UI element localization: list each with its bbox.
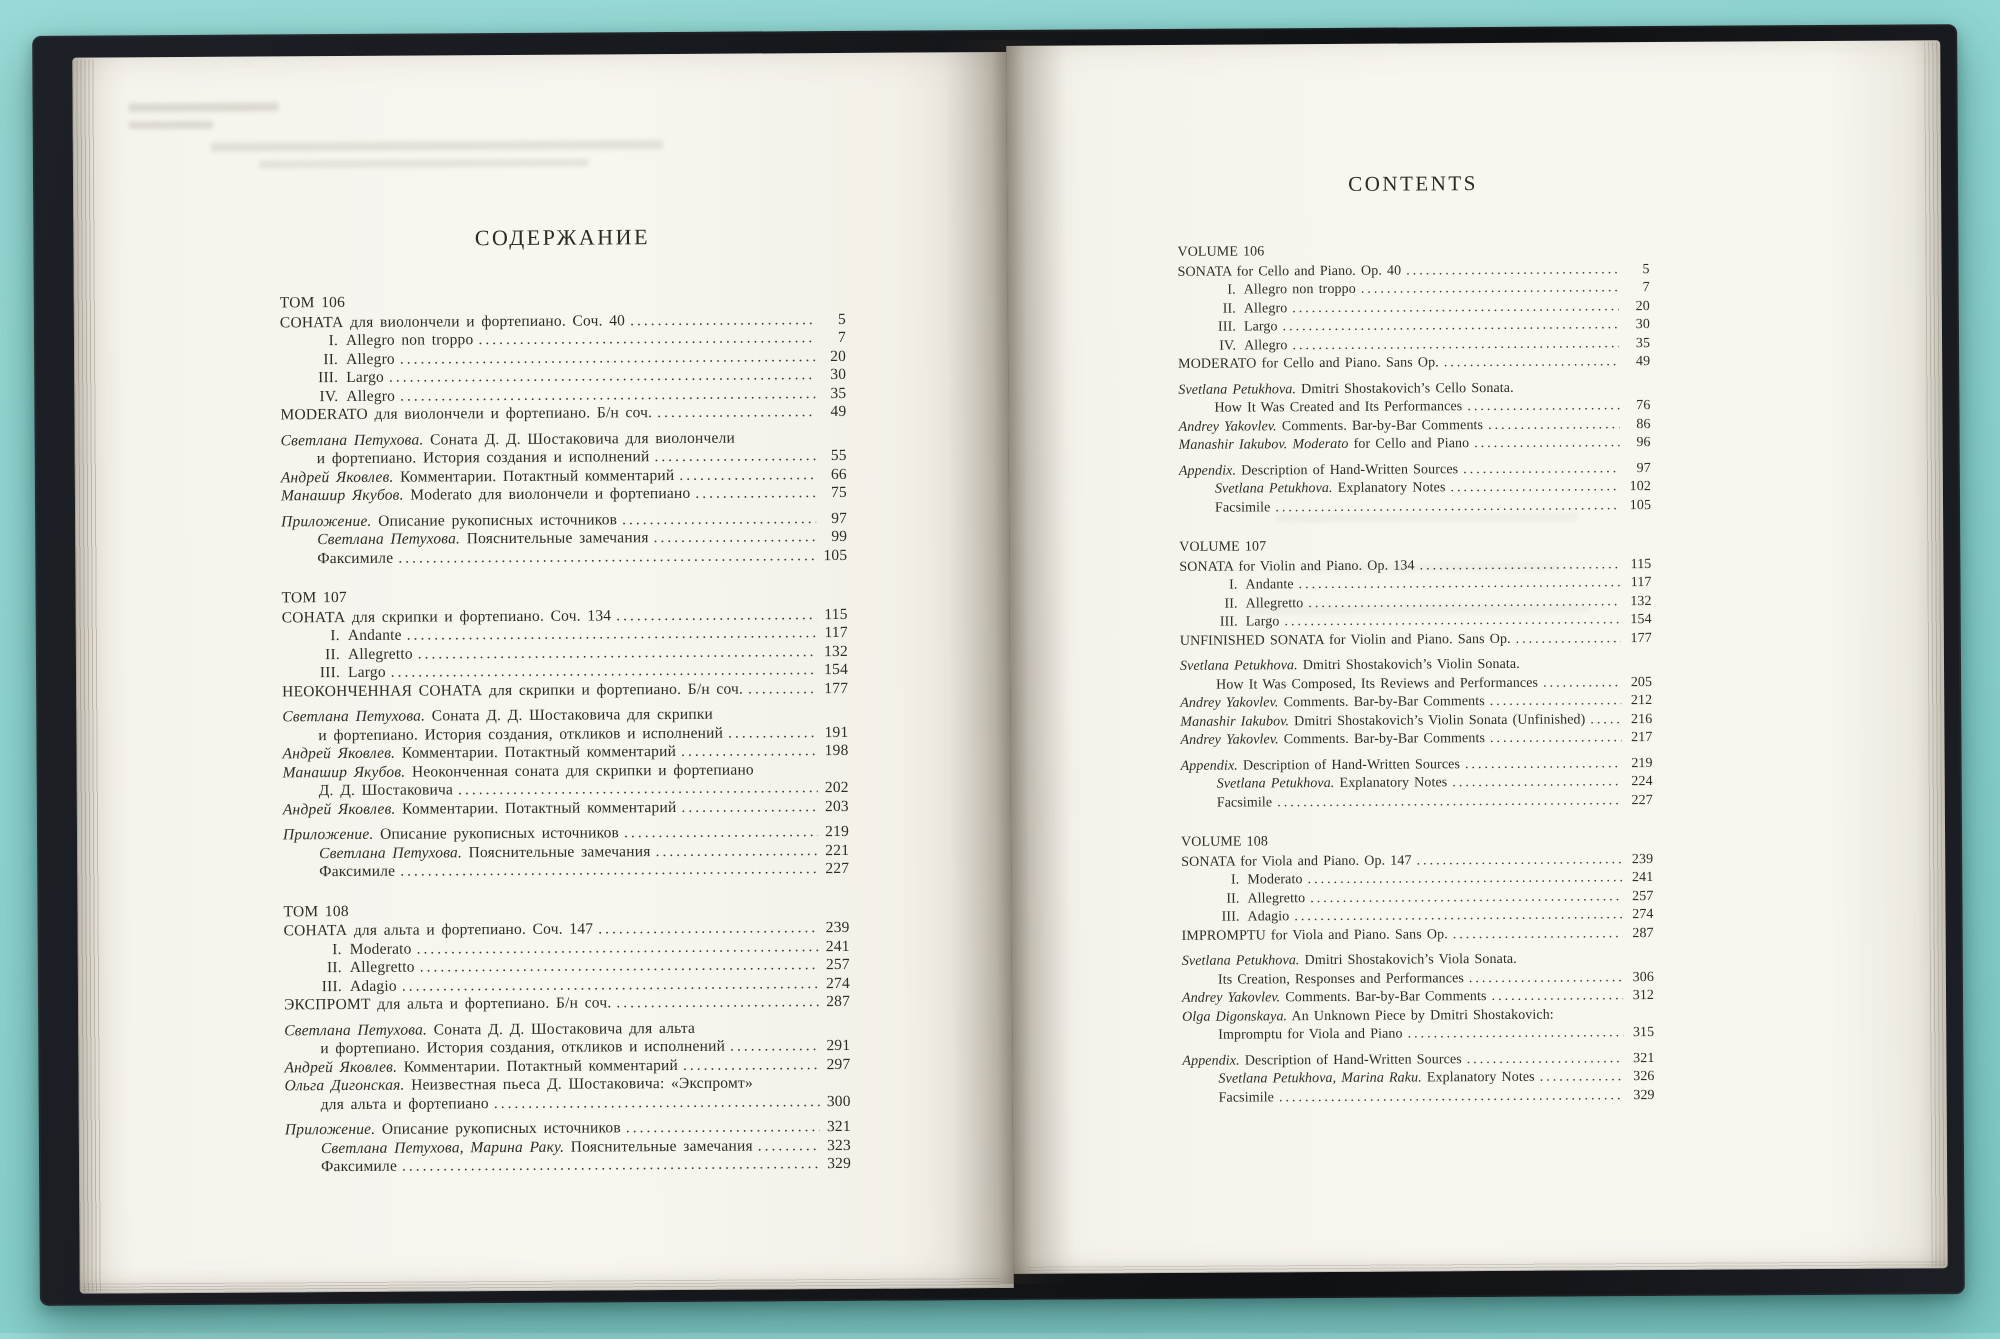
dot-leader	[1408, 1024, 1624, 1044]
toc-entry-text: Ольга Дигонская. Неизвестная пьеса Д. Шостаковича: «Экспромт»	[284, 1074, 753, 1095]
movement-numeral: III.	[321, 977, 342, 995]
toc-volume-heading	[282, 586, 848, 608]
toc-entry-text: II. Allegro	[280, 350, 395, 369]
toc-entry-text: Facsimile	[1218, 1089, 1275, 1106]
toc-row	[282, 742, 848, 764]
dot-leader	[622, 510, 816, 530]
dot-leader	[654, 528, 817, 547]
page-number: 219	[825, 822, 850, 841]
page-number: 306	[1632, 969, 1654, 985]
page-number: 117	[1630, 575, 1652, 591]
dot-leader	[748, 680, 817, 699]
dot-leader	[420, 956, 819, 977]
page-number: 105	[1629, 497, 1652, 513]
page-number: 86	[1636, 416, 1651, 432]
right-page	[1006, 40, 1947, 1274]
page-number: 202	[824, 778, 849, 797]
dot-leader	[1492, 987, 1624, 1006]
page-number: 102	[1629, 479, 1651, 495]
page-number: 239	[825, 918, 850, 937]
toc-entry-text: Andrey Yakovlev. Comments. Bar-by-Bar Comments	[1178, 417, 1484, 435]
page-number: 5	[837, 310, 846, 328]
dot-leader	[1279, 1087, 1624, 1108]
toc-row	[283, 860, 849, 882]
toc-entry-text: Appendix. Description of Hand-Written Sources	[1180, 756, 1461, 774]
page-number: 30	[830, 365, 847, 384]
toc-row	[1183, 1087, 1655, 1108]
dot-leader	[400, 860, 818, 881]
dot-leader	[695, 484, 816, 503]
dot-leader	[1294, 906, 1622, 927]
toc-entry-text: Andrey Yakovlev. Comments. Bar-by-Bar Comments	[1180, 731, 1486, 748]
toc-volume-heading	[1181, 831, 1653, 852]
page-number: 239	[1631, 851, 1654, 867]
toc-entry-text: SONATA for Cello and Piano. Op. 40	[1177, 263, 1402, 280]
toc-entry-text: Andrey Yakovlev. Comments. Bar-by-Bar Comments	[1181, 989, 1487, 1006]
page-number: 274	[826, 974, 850, 992]
dot-leader	[679, 466, 816, 485]
page-number: 241	[825, 937, 850, 955]
dot-leader	[681, 798, 818, 817]
dot-leader	[624, 823, 818, 843]
toc-entry-text: How It Was Created and Its Performances	[1214, 399, 1463, 416]
toc-entry-text: СОНАТА для виолончели и фортепиано. Соч. 40	[279, 311, 626, 331]
toc-entry-text: SONATA for Violin and Piano. Op. 134	[1179, 557, 1415, 575]
toc-row	[1178, 353, 1650, 374]
dot-leader	[1299, 574, 1621, 594]
page-number: 216	[1630, 711, 1653, 727]
dot-leader	[1308, 593, 1620, 613]
dot-leader	[1467, 1050, 1624, 1069]
dot-leader	[1420, 556, 1621, 576]
dot-leader	[418, 643, 817, 664]
page-number: 241	[1631, 870, 1654, 886]
toc-entry-text: III. Adagio	[284, 977, 397, 996]
page-number: 300	[826, 1092, 851, 1110]
page-number: 20	[1635, 298, 1650, 314]
page-number: 323	[827, 1136, 851, 1154]
toc-entry-text: Svetlana Petukhova. Dmitri Shostakovich’s Viola Sonata.	[1181, 951, 1517, 969]
dot-leader	[630, 311, 815, 331]
page-number: 326	[1633, 1069, 1655, 1085]
toc-entry-text: Манашир Якубов. Moderato для виолончели и фортепиано	[280, 484, 691, 505]
dot-leader	[1540, 1068, 1624, 1087]
movement-numeral: IV.	[319, 387, 339, 405]
dot-leader	[656, 842, 819, 861]
dot-leader	[683, 1056, 820, 1075]
dot-leader	[1417, 851, 1623, 871]
toc-entry-text: I. Allegro non troppo	[1178, 281, 1356, 301]
page-number: 297	[826, 1055, 851, 1073]
page-number: 97	[831, 509, 848, 527]
dot-leader	[1543, 674, 1621, 693]
toc-volume-heading	[1179, 536, 1651, 557]
dot-leader	[1490, 692, 1622, 711]
movement-numeral: III.	[1217, 319, 1236, 335]
toc-volume-heading	[1177, 241, 1649, 262]
toc-entry-text: VOLUME 108	[1181, 834, 1269, 850]
toc-row	[285, 1155, 851, 1177]
toc-row	[1180, 630, 1652, 651]
page-number: 132	[823, 642, 848, 660]
page-number: 115	[824, 605, 848, 623]
movement-numeral: I.	[1229, 577, 1238, 593]
movement-numeral: I.	[1227, 282, 1236, 298]
dot-leader	[1463, 460, 1620, 479]
page-number: 177	[1630, 630, 1652, 646]
toc-entry-text: Olga Digonskaya. An Unknown Piece by Dmitri Shostakovich:	[1182, 1007, 1554, 1025]
toc-entry-text: Andrey Yakovlev. Comments. Bar-by-Bar Comments	[1180, 694, 1485, 711]
bleed-through-line	[129, 121, 213, 130]
page-number: 49	[1635, 354, 1651, 370]
toc-entry-text: Приложение. Описание рукописных источников	[284, 1119, 621, 1139]
toc-entry-text: СОНАТА для скрипки и фортепиано. Соч. 134	[281, 606, 612, 626]
toc-row	[285, 1092, 851, 1114]
right-page-content	[1177, 170, 1655, 1108]
page-number: 274	[1632, 907, 1654, 923]
dot-leader	[1284, 611, 1620, 632]
page-number: 198	[824, 741, 849, 760]
toc-entry-text: Manashir Iakubov. Moderato for Cello and Piano	[1178, 436, 1470, 453]
toc-title-english: CONTENTS	[1348, 171, 1478, 196]
toc-entry-text: VOLUME 106	[1177, 244, 1265, 260]
dot-leader	[478, 329, 815, 350]
toc-entry-text: MODERATO for Cello and Piano. Sans Op.	[1178, 355, 1439, 372]
toc-entry-text: и фортепиано. История создания, откликов и исполнений	[320, 1037, 726, 1058]
movement-numeral: II.	[325, 645, 340, 663]
dot-leader	[654, 447, 815, 466]
toc-entry-text: Факсимиле	[320, 1157, 398, 1176]
toc-entry-text: ЭКСПРОМТ для альта и фортепиано. Б/н соч.	[284, 994, 612, 1014]
page-number: 7	[837, 328, 847, 346]
page-number: 5	[1642, 261, 1650, 277]
toc-entry-text: Андрей Яковлев. Комментарии. Потактный комментарий	[282, 798, 677, 818]
toc-entry-text: Приложение. Описание рукописных источников	[282, 824, 620, 844]
page-number: 321	[826, 1117, 851, 1136]
bleed-through-line	[259, 159, 589, 169]
dot-leader	[1361, 279, 1619, 299]
page-number: 30	[1635, 317, 1650, 333]
toc-entry-text: IV. Allegro	[280, 387, 395, 406]
toc-entry-text: Андрей Яковлев. Комментарии. Потактный комментарий	[282, 742, 677, 763]
dot-leader	[758, 1137, 820, 1156]
toc-entry-text: How It Was Composed, Its Reviews and Performances	[1216, 675, 1539, 693]
dot-leader	[1465, 755, 1622, 774]
page-number: 287	[826, 992, 851, 1011]
toc-entry-text: I. Andante	[282, 627, 402, 646]
movement-numeral: III.	[319, 664, 341, 682]
toc-rows-english	[1177, 241, 1654, 1108]
page-number: 20	[830, 347, 847, 365]
toc-entry-text: II. Allegretto	[282, 645, 413, 664]
toc-entry-text: Impromptu for Viola and Piano	[1218, 1026, 1403, 1043]
movement-numeral: IV.	[1219, 338, 1237, 354]
toc-entry-text: Светлана Петухова, Марина Раку. Пояснительные замечания	[320, 1137, 753, 1157]
toc-entry-text: Светлана Петухова. Соната Д. Д. Шостаковича для виолончели	[280, 429, 736, 449]
toc-row	[284, 993, 850, 1015]
dot-leader	[1292, 298, 1619, 318]
movement-numeral: III.	[1219, 614, 1238, 630]
dot-leader	[1474, 434, 1620, 453]
toc-entry-text: ТОМ 107	[281, 588, 347, 607]
dot-leader	[1444, 353, 1619, 373]
dot-leader	[657, 403, 815, 422]
toc-entry-text: III. Largo	[280, 369, 384, 388]
toc-row	[1179, 497, 1651, 518]
page-number: 97	[1636, 460, 1651, 476]
toc-row	[283, 797, 849, 819]
page-number: 219	[1631, 755, 1653, 771]
page-number: 224	[1631, 774, 1653, 790]
page-number: 191	[824, 723, 849, 741]
movement-numeral: II.	[323, 350, 339, 368]
toc-entry-text: UNFINISHED SONATA for Violin and Piano. Sans Op.	[1179, 631, 1511, 649]
toc-entry-text: Facsimile	[1216, 794, 1273, 811]
page-number: 76	[1636, 398, 1651, 414]
page-number: 177	[824, 679, 849, 697]
dot-leader	[402, 1155, 820, 1176]
page-number: 115	[1630, 556, 1652, 572]
dot-leader	[616, 606, 817, 626]
dot-leader	[1490, 729, 1622, 748]
movement-numeral: I.	[330, 627, 340, 645]
toc-entry-text: IV. Allegro	[1178, 337, 1288, 356]
toc-title-russian: СОДЕРЖАНИЕ	[474, 224, 651, 251]
page-number: 227	[1631, 792, 1653, 808]
toc-entry-text: II. Allegretto	[284, 959, 415, 978]
dot-leader	[1406, 261, 1618, 281]
bleed-through-line	[129, 102, 279, 112]
dot-leader	[1469, 969, 1623, 988]
page-number: 66	[830, 465, 847, 483]
dot-leader	[1310, 888, 1622, 908]
page-number: 291	[826, 1036, 851, 1055]
toc-entry-text: Светлана Петухова. Соната Д. Д. Шостаковича для скрипки	[282, 705, 714, 726]
toc-row	[280, 403, 846, 425]
toc-row	[282, 679, 848, 701]
toc-volume-heading	[280, 291, 846, 313]
toc-entry-text: Appendix. Description of Hand-Written Sources	[1178, 461, 1459, 479]
toc-entry-text: Приложение. Описание рукописных источников	[281, 510, 618, 530]
toc-entry-text: Svetlana Petukhova. Dmitri Shostakovich’s Violin Sonata.	[1179, 656, 1520, 674]
toc-entry-text: III. Largo	[1180, 613, 1280, 632]
movement-numeral: II.	[326, 959, 342, 977]
page-number: 35	[1635, 335, 1651, 351]
toc-entry-text: I. Moderato	[1181, 871, 1302, 890]
movement-numeral: I.	[328, 332, 339, 350]
page-number: 312	[1632, 988, 1655, 1004]
page-number: 287	[1632, 925, 1654, 941]
toc-entry-text: Svetlana Petukhova. Explanatory Notes	[1214, 480, 1446, 497]
page-number: 203	[824, 797, 849, 815]
toc-entry-text: III. Largo	[1178, 318, 1278, 337]
page-number: 117	[824, 623, 848, 642]
dot-leader	[598, 919, 818, 939]
toc-entry-text: III. Largo	[282, 664, 386, 683]
movement-numeral: I.	[332, 940, 342, 958]
toc-entry-text: Svetlana Petukhova. Dmitri Shostakovich’s Cello Sonata.	[1178, 380, 1514, 398]
toc-entry-text: Андрей Яковлев. Комментарии. Потактный комментарий	[284, 1056, 679, 1076]
toc-row	[1182, 987, 1654, 1008]
toc-entry-text: SONATA for Viola and Piano. Op. 147	[1181, 852, 1412, 870]
left-page-content	[279, 223, 851, 1177]
toc-entry-text: Its Creation, Responses and Performances	[1217, 970, 1464, 988]
toc-entry-text: Светлана Петухова. Соната Д. Д. Шостаковича для альта	[284, 1019, 696, 1039]
page-number: 321	[1633, 1050, 1655, 1066]
toc-row	[284, 1055, 850, 1077]
page-number: 257	[825, 955, 850, 974]
toc-entry-text: Д. Д. Шостаковича	[318, 781, 454, 800]
toc-entry-text: Светлана Петухова. Пояснительные замечания	[319, 842, 651, 862]
dot-leader	[616, 993, 819, 1013]
dot-leader	[417, 938, 819, 959]
toc-entry-text: Svetlana Petukhova, Marina Raku. Explanatory Notes	[1218, 1069, 1535, 1087]
toc-entry-text: Svetlana Petukhova. Explanatory Notes	[1216, 775, 1448, 792]
toc-entry-text: I. Moderato	[284, 940, 412, 959]
toc-row	[1182, 925, 1654, 946]
movement-numeral: II.	[1224, 596, 1238, 612]
toc-entry-text: II. Allegretto	[1180, 595, 1304, 614]
page-number: 329	[827, 1154, 852, 1173]
toc-entry-text: MODERATO для виолончели и фортепиано. Б/н соч.	[280, 404, 653, 424]
dot-leader	[1275, 497, 1620, 518]
toc-rows-russian	[280, 291, 851, 1177]
page-number: 329	[1633, 1087, 1655, 1103]
toc-entry-text: Manashir Iakubov. Dmitri Shostakovich’s Violin Sonata (Unfinished)	[1180, 711, 1586, 730]
dot-leader	[1453, 925, 1623, 945]
dot-leader	[1467, 397, 1619, 416]
toc-entry-text: III. Adagio	[1181, 908, 1289, 927]
dot-leader	[1488, 416, 1620, 435]
dot-leader	[1516, 630, 1621, 649]
page-number: 96	[1636, 435, 1651, 451]
page-number: 99	[831, 527, 848, 546]
toc-entry-text: Facsimile	[1214, 499, 1271, 516]
movement-numeral: III.	[1221, 909, 1240, 925]
movement-numeral: I.	[1230, 872, 1240, 888]
toc-entry-text: ТОМ 108	[283, 902, 349, 920]
page-number: 154	[1630, 612, 1652, 628]
page-number: 35	[830, 384, 847, 402]
page-number: 212	[1630, 693, 1653, 709]
dot-leader	[458, 779, 818, 800]
toc-entry-text: I. Allegro non troppo	[280, 331, 474, 351]
dot-leader	[730, 1037, 819, 1056]
page-number: 7	[1642, 280, 1650, 296]
page-number: 49	[830, 402, 847, 421]
page-number: 105	[823, 546, 848, 564]
toc-entry-text: и фортепиано. История создания, откликов и исполнений	[318, 724, 724, 744]
toc-entry-text: ТОМ 106	[279, 293, 346, 312]
dot-leader	[407, 624, 817, 645]
dot-leader	[728, 724, 817, 743]
dot-leader	[398, 547, 816, 568]
toc-entry-text: Андрей Яковлев. Комментарии. Потактный комментарий	[280, 466, 675, 486]
toc-row	[281, 484, 847, 506]
page-number: 221	[825, 841, 850, 859]
dot-leader	[494, 1093, 820, 1113]
toc-entry-text: Факсимиле	[319, 862, 396, 881]
toc-entry-text: II. Allegro	[1178, 300, 1288, 319]
dot-leader	[1277, 792, 1622, 813]
page-number: 205	[1630, 674, 1653, 690]
bleed-through-line	[211, 140, 663, 152]
toc-entry-text: Светлана Петухова. Пояснительные замечания	[317, 529, 649, 549]
page-number: 75	[830, 483, 847, 502]
toc-entry-text: IMPROMPTU for Viola and Piano. Sans Op.	[1181, 926, 1448, 944]
dot-leader	[1452, 773, 1622, 793]
movement-numeral: III.	[317, 369, 339, 387]
toc-entry-text: Манашир Якубов. Неоконченная соната для скрипки и фортепиано	[282, 761, 754, 781]
toc-entry-text: и фортепиано. История создания и исполнений	[316, 448, 650, 468]
page-number: 55	[830, 446, 847, 465]
toc-row	[281, 546, 847, 568]
toc-row	[1181, 792, 1653, 813]
dot-leader	[1450, 478, 1620, 498]
toc-row	[1180, 729, 1652, 750]
page-number: 154	[824, 660, 849, 679]
page-number: 315	[1632, 1025, 1655, 1041]
toc-entry-text: Факсимиле	[317, 549, 394, 567]
dot-leader	[1590, 711, 1621, 730]
movement-numeral: II.	[1226, 891, 1240, 907]
page-number: 132	[1630, 593, 1652, 609]
page-number: 257	[1632, 888, 1654, 904]
dot-leader	[626, 1118, 820, 1138]
toc-entry-text: НЕОКОНЧЕННАЯ СОНАТА для скрипки и фортепиано. Б/н соч.	[282, 680, 744, 700]
toc-row	[1182, 1024, 1654, 1045]
dot-leader	[1283, 316, 1619, 337]
dot-leader	[1292, 335, 1619, 355]
toc-entry-text: СОНАТА для альта и фортепиано. Соч. 147	[283, 920, 594, 940]
dot-leader	[1307, 869, 1622, 889]
movement-numeral: II.	[1222, 301, 1236, 317]
left-page	[72, 52, 1014, 1294]
toc-volume-heading	[283, 899, 849, 921]
page-number: 227	[825, 859, 850, 878]
toc-row	[1179, 434, 1651, 455]
toc-entry-text: I. Andante	[1179, 576, 1293, 595]
dot-leader	[681, 742, 818, 761]
toc-entry-text: II. Allegretto	[1181, 890, 1305, 909]
toc-entry-text: Appendix. Description of Hand-Written Sources	[1182, 1051, 1462, 1069]
page-number: 217	[1631, 730, 1653, 746]
toc-entry-text: VOLUME 107	[1179, 539, 1267, 555]
toc-entry-text: для альта и фортепиано	[320, 1094, 489, 1113]
